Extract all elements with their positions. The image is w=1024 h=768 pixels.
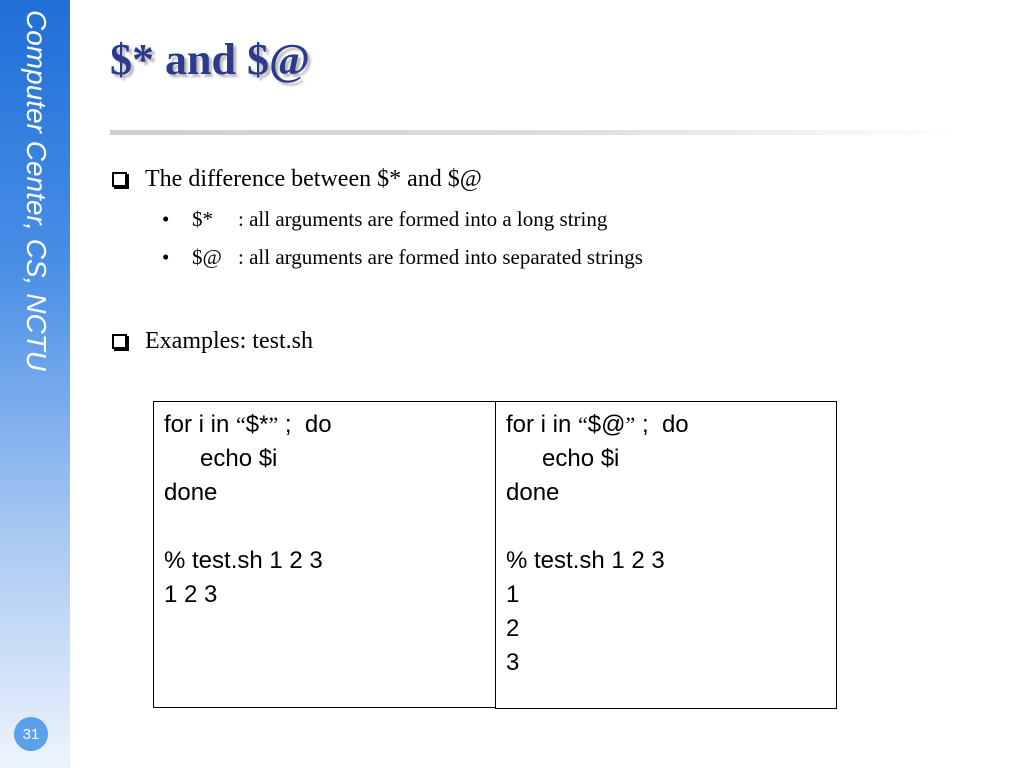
square-bullet-icon: [112, 334, 127, 349]
output-line: 1: [506, 581, 520, 608]
close-quote: ”: [268, 412, 279, 437]
square-bullet-icon: [112, 172, 127, 187]
output-line: 2: [506, 615, 520, 642]
open-quote: “: [236, 412, 246, 437]
close-quote: ”: [625, 412, 636, 437]
sub-bullet-description: : all arguments are formed into a long string: [238, 207, 608, 231]
bullet-difference: [112, 166, 482, 193]
done-line: done: [506, 479, 560, 506]
open-quote: “: [578, 412, 588, 437]
sidebar-vertical-title: Computer Center, CS, NCTU: [21, 10, 52, 371]
loop-variable: $*: [245, 411, 269, 438]
echo-line: echo $i: [200, 445, 278, 472]
output-line: 1 2 3: [164, 581, 218, 608]
for-prefix: for i in: [506, 411, 579, 438]
for-suffix: ; do: [635, 411, 689, 438]
dot-bullet-icon: •: [162, 207, 170, 231]
bullet-text: The difference between $* and $@: [145, 166, 482, 192]
bullet-examples: [112, 328, 313, 355]
blank-line: [164, 510, 485, 544]
sidebar: [0, 0, 70, 768]
sub-bullet-star: [162, 207, 607, 232]
title-divider: [110, 130, 960, 135]
code-example-at: [495, 401, 837, 709]
slide-title: $* and $@: [110, 35, 310, 84]
command-line: % test.sh 1 2 3: [164, 547, 323, 574]
for-prefix: for i in: [164, 411, 237, 438]
code-example-star: [153, 401, 496, 708]
sub-bullet-symbol: $@: [192, 245, 222, 269]
sub-bullet-description: : all arguments are formed into separated strings: [238, 245, 643, 269]
echo-line: echo $i: [542, 445, 620, 472]
sub-bullet-symbol: $*: [192, 207, 213, 231]
for-line: [506, 408, 826, 442]
bullet-text: Examples: test.sh: [145, 328, 313, 354]
loop-variable: $@: [587, 411, 626, 438]
sub-bullet-at: [162, 245, 643, 270]
for-line: [164, 408, 485, 442]
for-suffix: ; do: [278, 411, 332, 438]
page-number-badge: 31: [14, 717, 48, 751]
dot-bullet-icon: •: [162, 245, 170, 269]
blank-line: [506, 510, 826, 544]
done-line: done: [164, 479, 218, 506]
output-line: 3: [506, 649, 520, 676]
command-line: % test.sh 1 2 3: [506, 547, 665, 574]
